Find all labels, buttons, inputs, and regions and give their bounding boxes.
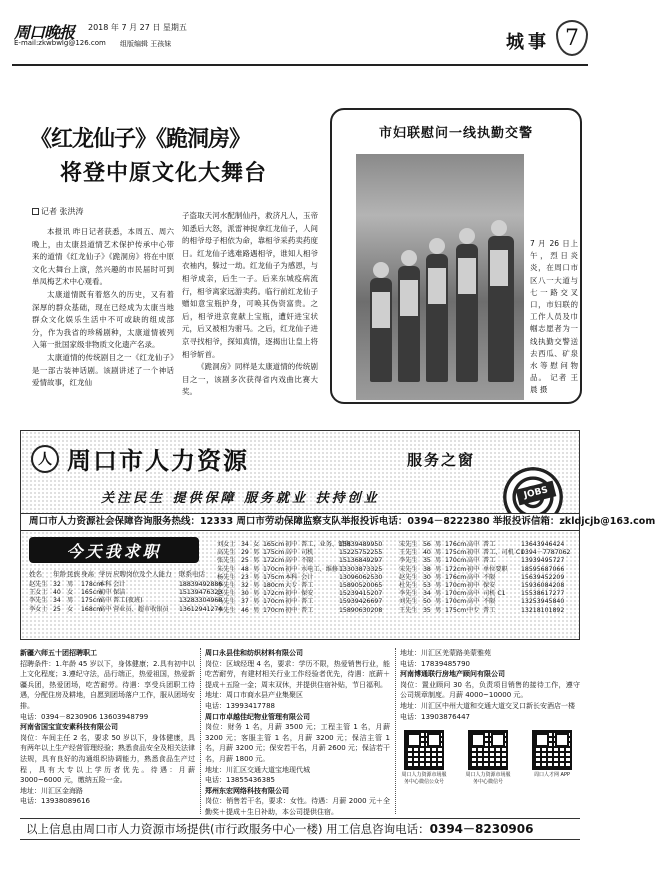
- table-cell: 176cm: [445, 573, 467, 581]
- table-cell: 男: [67, 597, 74, 605]
- person-figure: [426, 254, 448, 382]
- table-row: [217, 557, 397, 565]
- ad-text: 地址：川汇区交通大道宝地现代城: [205, 765, 310, 774]
- table-row: [399, 566, 579, 574]
- table-cell: 高中: [285, 557, 298, 565]
- table-cell: 不限: [301, 557, 314, 565]
- table-cell: 男: [253, 573, 260, 581]
- table-row: [29, 597, 223, 605]
- table-cell: 53: [423, 582, 431, 590]
- table-cell: 马先生: [217, 598, 236, 606]
- table-cell: 34: [423, 590, 431, 598]
- table-cell: 李女士: [29, 605, 48, 613]
- table-cell: 15890520065: [339, 582, 383, 590]
- qr-label: 周口人才网 APP: [533, 772, 571, 778]
- table-row: [29, 605, 223, 614]
- table-cell: 30: [423, 573, 431, 581]
- table-cell: 保洁: [113, 589, 126, 597]
- divider: [200, 648, 201, 814]
- qr-label: 周口人力资源市场服务中心微信号: [465, 772, 511, 785]
- article-byline: [32, 206, 84, 217]
- table-cell: 中专: [467, 606, 480, 614]
- table-cell: 普工: [301, 606, 314, 614]
- col-header: 应聘岗位及个人能力: [113, 570, 172, 578]
- hr-title: 周口市人力资源: [67, 447, 249, 475]
- table-cell: 170cm: [263, 606, 285, 614]
- col-header: 身高: [81, 570, 94, 578]
- table-cell: 175cm: [445, 606, 467, 614]
- table-cell: 初中: [285, 590, 298, 598]
- table-cell: 46: [241, 606, 249, 614]
- table-cell: 水电工、维修工: [301, 565, 345, 573]
- table-cell: 13283304968: [179, 597, 223, 605]
- table-cell: 40: [53, 589, 61, 597]
- table-cell: 普工(夜班): [113, 597, 143, 605]
- qr-code-wechat-account: [400, 730, 448, 786]
- ad-text: 岗位：置业顾问 30 名，负责项目销售的接待工作，遵守公司规章制度。月薪 4000~10000 元。: [400, 680, 580, 700]
- table-cell: 男: [253, 598, 260, 606]
- table-cell: 男: [67, 581, 74, 588]
- table-cell: 172cm: [263, 557, 285, 565]
- table-cell: 18595687066: [521, 565, 565, 573]
- table-cell: 25: [53, 605, 61, 613]
- masthead: [8, 6, 592, 64]
- ad-text: 电话：13993417788: [205, 701, 275, 710]
- qr-code-icon: [468, 730, 508, 770]
- contact-email: E-mail:zkwbwlg@126.com: [14, 39, 106, 47]
- header-rule: [12, 64, 588, 66]
- table-cell: 司机 C1: [483, 590, 506, 598]
- table-cell: 178cm: [81, 581, 103, 588]
- table-cell: 高先生: [217, 549, 236, 557]
- table-cell: 李先生: [399, 590, 418, 598]
- table-cell: 初中: [467, 565, 480, 573]
- table-cell: 初中: [467, 582, 480, 590]
- table-cell: 15639452209: [521, 573, 565, 581]
- table-cell: 会计: [301, 573, 314, 581]
- byline-text: 记者 张洪涛: [41, 207, 84, 216]
- table-cell: 170cm: [445, 557, 467, 565]
- table-cell: 176cm: [445, 541, 467, 548]
- table-cell: 172cm: [445, 565, 467, 573]
- table-cell: 32: [241, 582, 249, 590]
- table-cell: 15239415207: [339, 590, 383, 598]
- table-row: [217, 541, 397, 549]
- table-cell: 刘女士: [217, 541, 236, 548]
- table-cell: 13303873325: [339, 565, 383, 573]
- table-cell: 175cm: [81, 597, 103, 605]
- table-cell: 男: [435, 598, 442, 606]
- ad-column-b: [205, 648, 390, 818]
- table-cell: 15939426697: [339, 598, 383, 606]
- ad-text: 地址：川汇区中州大道和交通大道交叉口新长安酒店一楼: [400, 701, 575, 710]
- divider: [395, 648, 396, 814]
- table-cell: 李先生: [29, 597, 48, 605]
- seeker-table-header: [29, 569, 219, 578]
- table-cell: 高中: [99, 605, 112, 613]
- table-cell: 普工、司机 C1: [483, 549, 525, 557]
- table-cell: 13253945840: [521, 598, 565, 606]
- table-cell: 赵先生: [399, 573, 418, 581]
- table-cell: 李先生: [217, 606, 236, 614]
- table-cell: 普工: [301, 582, 314, 590]
- company-name: 新疆六师五十团招聘职工: [20, 649, 97, 657]
- table-cell: 普工: [483, 541, 496, 548]
- table-cell: 李先生: [217, 582, 236, 590]
- table-cell: 48: [241, 565, 249, 573]
- table-cell: 宋先生: [399, 565, 418, 573]
- table-cell: 杜先生: [399, 582, 418, 590]
- table-cell: 15538617277: [521, 590, 565, 598]
- table-cell: 初中: [285, 541, 298, 548]
- table-cell: 13218101892: [521, 606, 565, 614]
- table-cell: 35: [423, 557, 431, 565]
- table-cell: 王女士: [29, 589, 48, 597]
- ad-column-a: [20, 648, 195, 807]
- ad-text: 电话：13855436385: [205, 776, 275, 785]
- hr-service-banner: [20, 430, 655, 640]
- table-cell: 男: [253, 549, 260, 557]
- table-cell: 0394－7787062: [521, 549, 571, 557]
- article-opera: [20, 76, 320, 408]
- table-cell: 175cm: [263, 549, 285, 557]
- seeker-table-1: [29, 581, 223, 614]
- table-cell: 13096062530: [339, 573, 383, 581]
- table-row: [399, 607, 579, 615]
- table-cell: 男: [435, 590, 442, 598]
- table-cell: 13939495727: [521, 557, 565, 565]
- table-cell: 李先生: [399, 557, 418, 565]
- table-cell: 男: [435, 549, 442, 557]
- page-number: 7: [556, 20, 588, 56]
- article-headline: 市妇联慰问一线执勤交警: [378, 126, 533, 141]
- issue-date: 2018 年 7 月 27 日 星期五: [88, 23, 187, 32]
- table-cell: 杨先生: [217, 573, 236, 581]
- person-figure: [370, 278, 392, 382]
- table-cell: 32: [53, 581, 61, 588]
- paragraph: 子盗取天河水配制仙丹，救济凡人，玉帝知悉后大怒，派雷神捉拿红龙仙子，人间的相爷母子相依为命，靠相爷采药卖药度日。红龙仙子逃难路遇相爷，谁知人相爷衣袖内，躲过一劫。红龙仙子为感恩，与相爷成亲，后生一子。后来东城疫病流行，相爷离家远游卖药。临行前红龙仙子赠如意宝瓶护身，可唤其伪资富贵。之后，相爷进京竟献上宝瓶，遭奸进宝状元，后又被相为驸马。之后，红龙仙子进京寻找相爷，探知真情，逐揭出让皇上将相爷斩首。: [182, 211, 318, 359]
- table-cell: 34: [53, 597, 61, 605]
- table-cell: 18839492886: [179, 581, 223, 588]
- ad-text: 电话：13938089616: [20, 797, 90, 806]
- ad-column-c: [400, 648, 580, 722]
- table-cell: 35: [423, 606, 431, 614]
- table-cell: 赵先生: [29, 581, 48, 588]
- ad-text: 岗位：车间主任 2 名，要求 50 岁以下，身体健康，具有两年以上生产经营管理经验；熟悉食品安全及相关法律法规，具有良好的沟通组织协调能力，熟悉食品生产过程，具有大专以上学历者优先。待遇：月薪 3000~6000 元，缴纳五险一金。: [20, 733, 195, 785]
- table-cell: 女: [67, 605, 74, 613]
- paragraph: 《跪洞房》同样是太康道情的传统剧目之一，该剧多次获得省内戏曲比赛大奖。: [182, 362, 318, 397]
- table-cell: 高中: [467, 557, 480, 565]
- table-cell: 王先生: [399, 549, 418, 557]
- table-row: [29, 581, 223, 589]
- table-row: [217, 607, 397, 615]
- company-name: 周口永县佳和纺织材料有限公司: [205, 649, 303, 657]
- hr-subtitle: 服务之窗: [407, 451, 476, 469]
- table-cell: 25: [241, 557, 249, 565]
- col-header: 民族: [67, 570, 80, 578]
- table-row: [399, 582, 579, 590]
- article-headline-line2: 将登中原文化大舞台: [60, 160, 268, 186]
- table-cell: 170cm: [263, 598, 285, 606]
- table-row: [217, 598, 397, 606]
- footer-text: 以上信息由周口市人力资源市场提供(市行政服务中心一楼) 用工信息咨询电话：: [26, 822, 430, 836]
- table-cell: 30: [241, 590, 249, 598]
- table-cell: 男: [253, 557, 260, 565]
- ad-text: 地址：川汇区金海路: [20, 786, 83, 795]
- table-row: [217, 574, 397, 582]
- qr-code-wechat-id: [464, 730, 512, 786]
- table-cell: 初中: [467, 549, 480, 557]
- table-cell: 司机: [301, 549, 314, 557]
- employer-ads: [20, 648, 580, 814]
- newspaper-logo: 周口晚报: [14, 23, 75, 42]
- table-cell: 168cm: [81, 605, 103, 613]
- table-cell: 女: [67, 589, 74, 597]
- paragraph: 太康道情既有着悠久的历史，又有着深厚的群众基础，现在已经成为太康当地群众文化娱乐生活中不可或缺的组成部分，作为我省的珍稀剧种，太康道情被列入第一批国家级非物质文化遗产名录。: [32, 289, 174, 350]
- hr-logo-icon: 人: [31, 445, 59, 473]
- table-row: [399, 598, 579, 606]
- section-title: 城事: [506, 32, 550, 53]
- table-cell: 男: [253, 582, 260, 590]
- table-cell: 15839489950: [339, 541, 383, 548]
- company-name: 郑州东宏网络科技有限公司: [205, 786, 289, 795]
- table-cell: 营业员、超市收银员: [113, 605, 169, 613]
- table-cell: 38: [423, 565, 431, 573]
- table-cell: 保安: [301, 590, 314, 598]
- table-cell: 13612941274: [179, 605, 223, 613]
- table-row: [399, 574, 579, 582]
- ad-text: 岗位：财务 1 名，月薪 3500 元；工程主管 1 名，月薪 3200 元；客服主管 1 名，月薪 3200 元；保洁主管 1 名，月薪 3200 元；保安若干名，月薪 2600 元；保洁若干名，月薪 1800 元。: [205, 723, 390, 763]
- table-cell: 高中: [99, 597, 112, 605]
- table-cell: 高中: [285, 549, 298, 557]
- table-cell: 男: [253, 590, 260, 598]
- table-cell: 165cm: [263, 541, 285, 548]
- table-row: [399, 557, 579, 565]
- table-cell: 男: [435, 557, 442, 565]
- table-cell: 男: [435, 582, 442, 590]
- paragraph: 太康道情的传统剧目之一《红龙仙子》是一部古装神话剧。该剧讲述了一个神话爱情故事，红龙仙: [32, 352, 174, 388]
- table-cell: 本科: [285, 573, 298, 581]
- footer-phone: 0394－8230906: [429, 822, 534, 836]
- table-cell: 男: [253, 565, 260, 573]
- table-cell: 172cm: [263, 590, 285, 598]
- today-job-seeking-badge: 今天我求职: [29, 537, 199, 563]
- table-cell: 赵先生: [217, 590, 236, 598]
- person-figure: [456, 244, 478, 382]
- table-cell: 男: [435, 541, 442, 548]
- ad-text: 电话：0394－8230906 13603948799: [20, 712, 149, 721]
- table-cell: 普工、业务、销售: [301, 541, 351, 548]
- table-cell: 高中: [467, 598, 480, 606]
- table-cell: 23: [241, 573, 249, 581]
- person-figure: [488, 236, 514, 382]
- table-cell: 170cm: [445, 582, 467, 590]
- seeker-table-3: [399, 541, 579, 615]
- table-cell: 初中: [99, 589, 112, 597]
- table-cell: 初中: [285, 598, 298, 606]
- table-cell: 男: [435, 565, 442, 573]
- table-cell: 15139476323: [179, 589, 223, 597]
- ad-text: 地址：川汇区羌蒙路美蒙雅苑: [400, 649, 491, 657]
- byline-box-icon: [32, 208, 39, 215]
- hr-slogan: 关注民生 提供保障 服务就业 扶持创业: [101, 491, 380, 506]
- table-cell: 大专: [285, 582, 298, 590]
- table-cell: 本科: [99, 581, 112, 588]
- table-row: [399, 541, 579, 549]
- footer-info-bar: [20, 818, 580, 840]
- paragraph: 本报讯 昨日记者获悉，本周五、周六晚上，由太康县道情艺术保护传承中心带来的道情《红龙仙子》《跪洞房》将在中原文化大舞台上演，然兴趣的市民届时可到单凤梅艺术中心观看。: [32, 227, 174, 287]
- table-cell: 29: [241, 549, 249, 557]
- news-photo: [356, 154, 524, 400]
- table-cell: 张先生: [217, 557, 236, 565]
- table-cell: 175cm: [445, 549, 467, 557]
- article-headline-line1: 《红龙仙子》《跪洞房》: [30, 126, 251, 152]
- ad-text: 岗位：销售若干名，要求：女性。待遇：月薪 2000 元＋全勤奖＋提成＋生日补助，本公司提供住宿。: [205, 797, 390, 816]
- ad-text: 招聘条件：1.年龄 45 岁以下，身体健康；2.具有初中以上文化程度；3.遵纪守法，品行端正，热爱祖国，热爱新疆兵团，热爱团场，吃苦耐劳。待遇：享受兵团职工待遇，分配住房及耕地，自愿到团场落户工作，服从团场安排。: [20, 659, 195, 710]
- table-cell: 普工: [483, 606, 496, 614]
- table-cell: 男: [435, 573, 442, 581]
- table-cell: 37: [241, 598, 249, 606]
- table-cell: 13643946424: [521, 541, 565, 548]
- qr-code-icon: [532, 730, 572, 770]
- jobs-label: JOBS: [516, 481, 557, 506]
- col-header: 学历: [99, 570, 112, 578]
- col-header: 年龄: [53, 570, 66, 578]
- table-cell: 王先生: [399, 606, 418, 614]
- col-header: 联系电话: [179, 570, 205, 578]
- layout-editor: 组版编辑 王孩妹: [120, 40, 172, 48]
- table-cell: 40: [423, 549, 431, 557]
- table-cell: 单位要职: [483, 565, 508, 573]
- col-header: 姓名: [29, 570, 42, 578]
- ad-text: 电话：13903876447: [400, 712, 470, 721]
- table-cell: 普工: [483, 557, 496, 565]
- qr-code-app: [528, 730, 576, 779]
- table-cell: 170cm: [263, 565, 285, 573]
- table-cell: 保安: [483, 582, 496, 590]
- table-row: [217, 582, 397, 590]
- company-name: 河南博通联行房地产顾问有限公司: [400, 670, 505, 679]
- table-cell: 初中: [285, 565, 298, 573]
- company-name: 周口市卓越佳纪物业管理有限公司: [205, 712, 310, 721]
- table-cell: 不限: [483, 573, 496, 581]
- table-cell: 170cm: [445, 590, 467, 598]
- table-cell: 50: [423, 598, 431, 606]
- table-cell: 15936084208: [521, 582, 565, 590]
- ad-text: 岗位：区域经理 4 名，要求：学历不限，热爱销售行业，能吃苦耐劳，有建材相关行业工作经验者优先，待遇：底薪＋提成＋五险一金；周末双休，并提供住宿补贴，节日福利。: [205, 659, 390, 689]
- table-cell: 15225752255: [339, 549, 383, 557]
- ad-text: 地址：周口市商水县产业集聚区: [205, 691, 303, 700]
- table-cell: 165cm: [81, 589, 103, 597]
- article-column-b: [182, 210, 318, 399]
- table-row: [217, 566, 397, 574]
- table-cell: 15136849297: [339, 557, 383, 565]
- person-figure: [398, 266, 420, 382]
- qr-code-icon: [404, 730, 444, 770]
- table-cell: 高中: [467, 590, 480, 598]
- table-cell: 高中: [467, 573, 480, 581]
- table-cell: 宋先生: [399, 541, 418, 548]
- table-cell: 175cm: [263, 573, 285, 581]
- table-cell: 170cm: [445, 598, 467, 606]
- table-cell: 会计: [113, 581, 126, 588]
- seeker-table-2: [217, 541, 397, 615]
- qr-label: 周口人力资源市场服务中心微信公众号: [401, 772, 447, 785]
- table-cell: 女: [253, 541, 260, 548]
- ad-text: 电话：17839485790: [400, 659, 470, 668]
- table-cell: 男: [435, 606, 442, 614]
- article-column-a: [32, 226, 174, 390]
- table-cell: 15890630208: [339, 606, 383, 614]
- table-cell: 初中: [285, 606, 298, 614]
- hotline-bar: 周口市人力资源社会保障咨询服务热线：12333 周口市劳动保障监察支队举报投诉电话：0394－8222380 举报投诉信箱：zkldjcjb@163.com: [21, 513, 579, 531]
- company-name: 河南省国宝宣安素科技有限公司: [20, 723, 118, 732]
- table-cell: 男: [253, 606, 260, 614]
- table-cell: 34: [241, 541, 249, 548]
- photo-caption: 7 月 26 日上午，烈日炎炎，在周口市区八一大道与七一路交叉口，市妇联的工作人员及巾帼志愿者为一线执勤交警送去西瓜、矿泉水等慰问物品。 记者 王晨 摄: [530, 239, 578, 395]
- table-cell: 高中: [467, 541, 480, 548]
- table-cell: 普工: [301, 598, 314, 606]
- table-cell: 56: [423, 541, 431, 548]
- table-cell: 刘先生: [399, 598, 418, 606]
- article-police: [330, 108, 582, 404]
- table-cell: 不限: [483, 598, 496, 606]
- table-cell: 180cm: [263, 582, 285, 590]
- table-cell: 朱先生: [217, 565, 236, 573]
